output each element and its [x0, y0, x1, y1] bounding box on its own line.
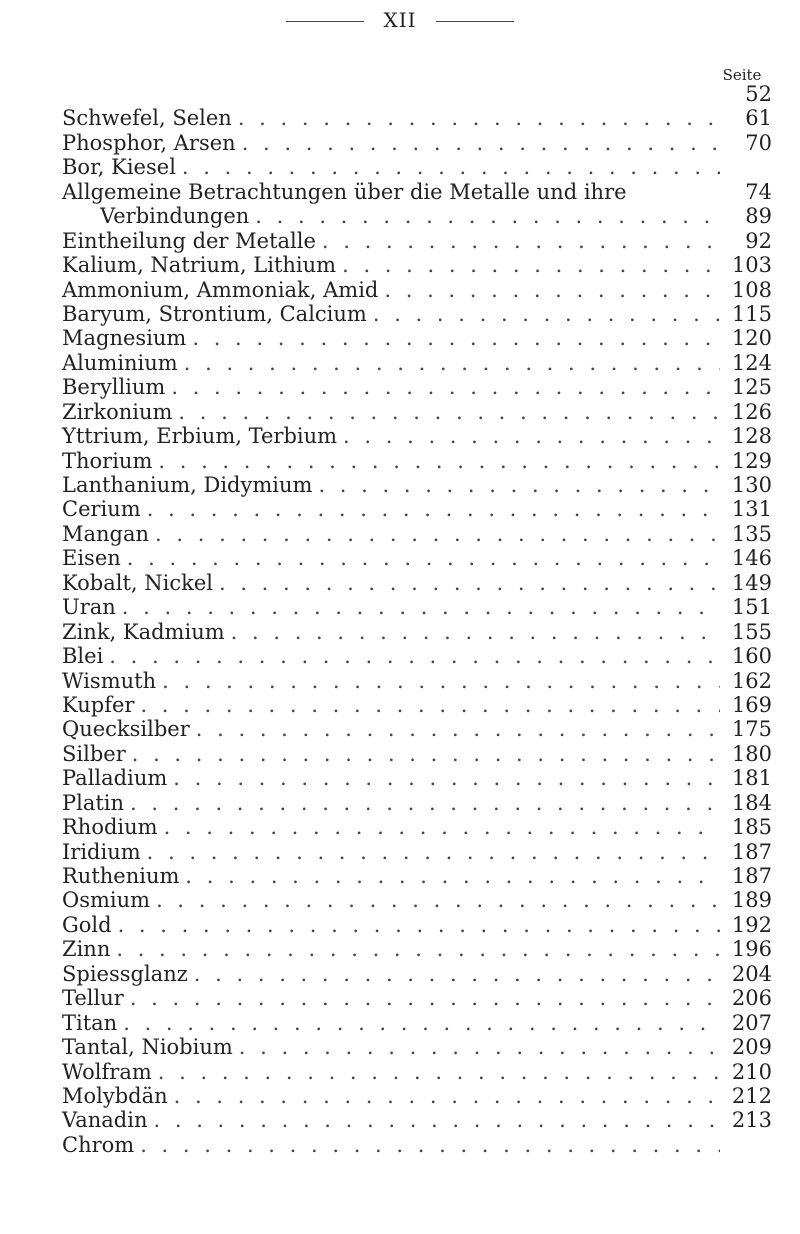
toc-entry-label: Kobalt, Nickel [62, 571, 219, 595]
toc-entry [62, 864, 772, 888]
leader-dots [116, 937, 720, 961]
toc-entry [62, 766, 772, 790]
toc-entry-page: 210 [731, 1059, 772, 1084]
toc-entry-label: Vanadin [62, 1108, 154, 1132]
toc-entry [62, 106, 772, 130]
toc-entry-page: 70 [745, 130, 772, 155]
toc-entry [62, 1108, 772, 1132]
toc-entry [62, 424, 772, 448]
toc-entry [62, 375, 772, 399]
leader-dots [255, 204, 720, 228]
toc-entry [62, 595, 772, 619]
toc-entry-page: 207 [731, 1010, 772, 1035]
leader-dots [173, 766, 720, 790]
toc-entry-page: 180 [731, 741, 772, 766]
toc-entry [62, 204, 772, 228]
toc-entry-page: 115 [731, 301, 772, 326]
toc-entry-label: Osmium [62, 888, 156, 912]
toc-entry-page: 135 [731, 521, 772, 546]
leader-dots [154, 1108, 721, 1132]
toc-entry [62, 473, 772, 497]
toc-entry [62, 1035, 772, 1059]
leader-dots [219, 571, 720, 595]
toc-entry [62, 742, 772, 766]
toc-entry-label: Lanthanium, Didymium [62, 473, 318, 497]
leader-dots [140, 1133, 720, 1157]
leader-dots [373, 302, 720, 326]
toc-entry [62, 1011, 772, 1035]
toc-entry-label: Silber [62, 742, 132, 766]
toc-entry [62, 937, 772, 961]
toc-entry [62, 82, 772, 106]
toc-entry-label: Wismuth [62, 669, 162, 693]
toc-entry-label: Wolfram [62, 1060, 158, 1084]
toc-entry-page: 160 [731, 644, 772, 669]
leader-dots [239, 1035, 720, 1059]
toc-entry [62, 962, 772, 986]
leader-dots [185, 864, 720, 888]
toc-entry [62, 986, 772, 1010]
table-of-contents [62, 82, 772, 1157]
toc-entry-label: Palladium [62, 766, 173, 790]
toc-entry-page: 52 [745, 82, 772, 106]
toc-entry-label: Eintheilung der Metalle [62, 229, 322, 253]
toc-entry-page: 146 [731, 546, 772, 571]
toc-entry [62, 400, 772, 424]
leader-dots [178, 400, 720, 424]
toc-entry [62, 791, 772, 815]
toc-entry-page: 120 [731, 326, 772, 351]
leader-dots [123, 1011, 720, 1035]
leader-dots [184, 351, 720, 375]
toc-entry [62, 888, 772, 912]
leader-dots [132, 742, 720, 766]
leader-dots [318, 473, 720, 497]
toc-entry-label: Thorium [62, 449, 158, 473]
toc-entry [62, 302, 772, 326]
leader-dots [384, 278, 720, 302]
toc-entry-page: 131 [731, 497, 772, 522]
toc-entry-page: 89 [745, 204, 772, 229]
toc-entry-page: 187 [731, 839, 772, 864]
toc-entry [62, 253, 772, 277]
toc-entry-page: 206 [731, 986, 772, 1011]
toc-entry-label: Baryum, Strontium, Calcium [62, 302, 373, 326]
toc-entry-label: Kupfer [62, 693, 140, 717]
toc-entry-page: 189 [731, 888, 772, 913]
toc-entry-page: 192 [731, 912, 772, 937]
leader-dots [118, 913, 720, 937]
header-rule-left [286, 21, 364, 22]
toc-entry [62, 620, 772, 644]
toc-entry-label: Verbindungen [62, 204, 255, 228]
toc-entry [62, 669, 772, 693]
toc-entry [62, 644, 772, 668]
leader-dots [322, 229, 720, 253]
toc-entry-label: Aluminium [62, 351, 184, 375]
toc-entry-page: 149 [731, 570, 772, 595]
toc-entry-page: 126 [731, 399, 772, 424]
toc-entry-page: 213 [731, 1108, 772, 1133]
toc-entry-page: 92 [745, 228, 772, 253]
toc-entry [62, 278, 772, 302]
toc-entry-page: 162 [731, 668, 772, 693]
toc-entry-label: Blei [62, 644, 109, 668]
toc-entry-label: Tantal, Niobium [62, 1035, 239, 1059]
toc-entry-label: Beryllium [62, 375, 171, 399]
toc-entry-label: Rhodium [62, 815, 164, 839]
toc-entry [62, 326, 772, 350]
toc-entry-page: 184 [731, 790, 772, 815]
toc-entry-page: 108 [731, 277, 772, 302]
leader-dots [238, 106, 720, 130]
toc-entry-label: Tellur [62, 986, 130, 1010]
toc-entry-page: 212 [731, 1083, 772, 1108]
toc-entry [62, 840, 772, 864]
leader-dots [158, 449, 720, 473]
toc-entry-label: Chrom [62, 1133, 140, 1157]
toc-entry-page: 130 [731, 473, 772, 497]
toc-entry-label: Allgemeine Betrachtungen über die Metalle und ihre [62, 180, 633, 204]
toc-entry [62, 815, 772, 839]
toc-entry-label: Quecksilber [62, 717, 196, 741]
toc-entry-page: 196 [731, 937, 772, 962]
leader-dots [242, 131, 720, 155]
toc-entry-page: 74 [745, 179, 772, 204]
toc-entry-label: Magnesium [62, 326, 192, 350]
toc-entry [62, 131, 772, 155]
toc-entry-label: Ammonium, Ammoniak, Amid [62, 278, 384, 302]
toc-entry-label: Phosphor, Arsen [62, 131, 242, 155]
leader-dots [194, 962, 720, 986]
toc-entry-label: Schwefel, Selen [62, 106, 238, 130]
toc-entry-page: 209 [731, 1035, 772, 1060]
leader-dots [162, 669, 720, 693]
toc-entry-label: Iridium [62, 840, 147, 864]
toc-entry-page: 103 [731, 253, 772, 278]
leader-dots [122, 595, 720, 619]
page-column-label: Seite [722, 66, 762, 84]
leader-dots [140, 693, 720, 717]
leader-dots [196, 717, 720, 741]
toc-entry-label: Yttrium, Erbium, Terbium [62, 424, 343, 448]
leader-dots [130, 986, 720, 1010]
toc-entry-label: Ruthenium [62, 864, 185, 888]
toc-entry [62, 497, 772, 521]
toc-entry-label: Mangan [62, 522, 155, 546]
leader-dots [164, 815, 720, 839]
toc-entry [62, 180, 772, 204]
toc-entry-page: 61 [745, 106, 772, 131]
leader-dots [109, 644, 720, 668]
toc-entry-page: 155 [731, 619, 772, 644]
toc-entry-page: 129 [731, 448, 772, 473]
toc-entry [62, 913, 772, 937]
toc-entry [62, 522, 772, 546]
toc-entry-label: Molybdän [62, 1084, 174, 1108]
toc-entry [62, 693, 772, 717]
toc-entry-label: Zirkonium [62, 400, 178, 424]
toc-entry-label: Eisen [62, 546, 127, 570]
toc-entry-label: Uran [62, 595, 122, 619]
page-header [0, 8, 800, 32]
toc-entry-page: 185 [731, 815, 772, 840]
toc-entry-label: Kalium, Natrium, Lithium [62, 253, 342, 277]
toc-entry-label: Platin [62, 791, 130, 815]
toc-entry [62, 717, 772, 741]
toc-entry-page: 151 [731, 595, 772, 620]
toc-entry [62, 1084, 772, 1108]
leader-dots [155, 522, 720, 546]
toc-entry [62, 229, 772, 253]
toc-entry [62, 351, 772, 375]
toc-entry [62, 571, 772, 595]
toc-entry-label: Gold [62, 913, 118, 937]
leader-dots [156, 888, 720, 912]
toc-entry [62, 155, 772, 179]
leader-dots [158, 1060, 720, 1084]
leader-dots [231, 620, 720, 644]
leader-dots [147, 840, 720, 864]
toc-entry-label: Zinn [62, 937, 116, 961]
toc-entry-page: 124 [731, 350, 772, 375]
toc-entry-label: Zink, Kadmium [62, 620, 231, 644]
toc-entry-page: 175 [731, 717, 772, 742]
toc-entry-page: 204 [731, 961, 772, 986]
toc-entry-page: 128 [731, 424, 772, 449]
toc-entry-label: Bor, Kiesel [62, 155, 182, 179]
toc-entry-page: 169 [731, 692, 772, 717]
toc-entry [62, 546, 772, 570]
leader-dots [342, 253, 720, 277]
toc-entry [62, 1133, 772, 1157]
leader-dots [174, 1084, 720, 1108]
toc-entry-label: Spiessglanz [62, 962, 194, 986]
leader-dots [182, 155, 720, 179]
header-rule-right [436, 21, 514, 22]
toc-entry-label: Titan [62, 1011, 123, 1035]
toc-entry-page: 181 [731, 766, 772, 791]
leader-dots [171, 375, 720, 399]
toc-entry [62, 449, 772, 473]
leader-dots [343, 424, 720, 448]
toc-entry [62, 1060, 772, 1084]
toc-entry-page: 187 [731, 864, 772, 888]
toc-entry-label: Cerium [62, 497, 147, 521]
leader-dots [127, 546, 720, 570]
toc-entry-page: 125 [731, 375, 772, 400]
leader-dots [147, 497, 720, 521]
leader-dots [192, 326, 720, 350]
leader-dots [130, 791, 720, 815]
page-number-roman: XII [383, 8, 417, 32]
